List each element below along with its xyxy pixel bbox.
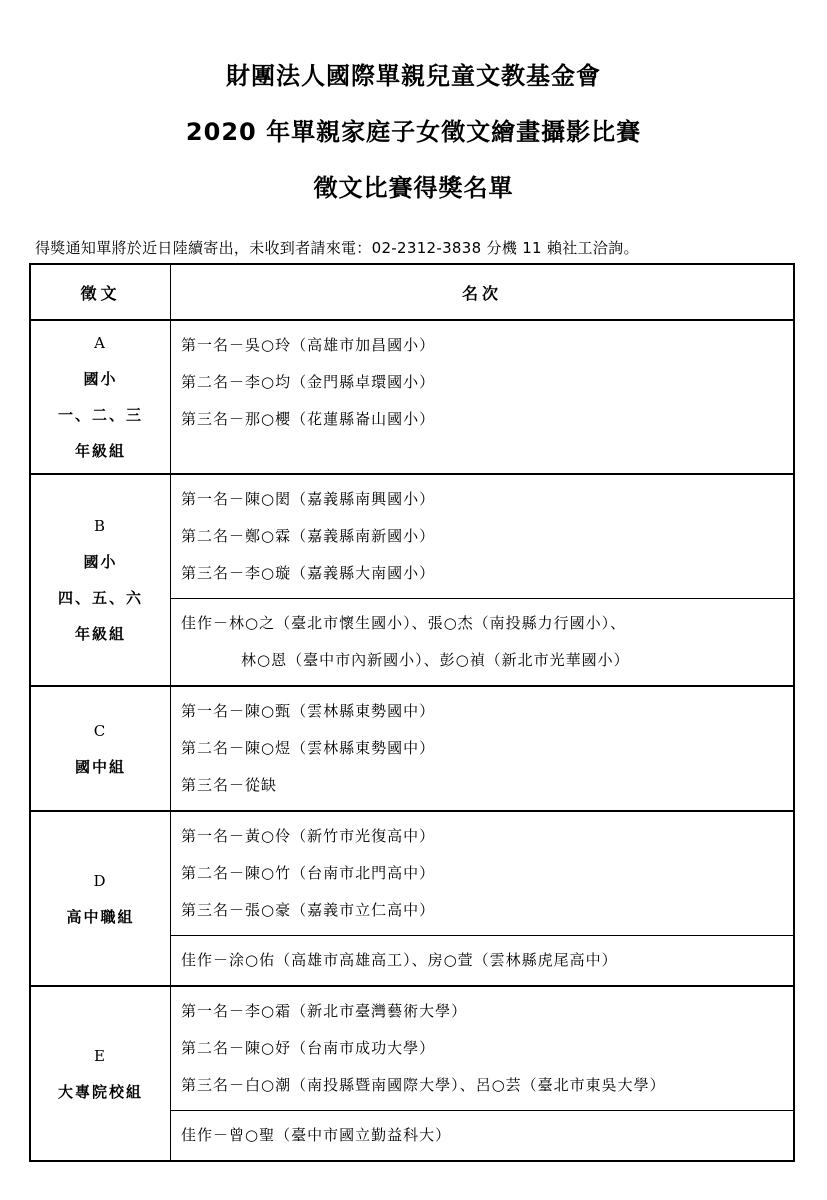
ranking-cell	[171, 474, 795, 599]
organization-title: 財團法人國際單親兒童文教基金會	[226, 62, 601, 90]
award-entry: 第二名－陳○竹（台南市北門高中）	[181, 864, 436, 882]
category-label: 一、二、三	[57, 406, 143, 424]
honorable-mention-entry: 佳作－林○之（臺北市懷生國小）、張○杰（南投縣力行國小）、	[181, 614, 627, 632]
category-cell	[30, 686, 171, 811]
award-entry: 第二名－鄭○霖（嘉義縣南新國小）	[181, 527, 436, 545]
category-cell	[30, 986, 171, 1161]
honorable-mention-cell	[171, 936, 795, 987]
table-row	[30, 320, 794, 474]
category-letter: D	[93, 871, 108, 890]
award-entry: 第一名－黃○伶（新竹市光復高中）	[181, 827, 436, 845]
table-header-row	[30, 264, 794, 320]
award-entry: 第三名－李○璇（嘉義縣大南國小）	[181, 564, 436, 582]
honorable-mention-cell	[171, 599, 795, 687]
event-title: 2020 年單親家庭子女徵文繪畫攝影比賽	[185, 118, 642, 146]
awards-body	[30, 320, 794, 1161]
honorable-mention-entry: 佳作－涂○佑（高雄市高雄高工）、房○萱（雲林縣虎尾高中）	[181, 951, 618, 969]
title-block	[0, 54, 827, 222]
category-label: 年級組	[74, 442, 126, 460]
category-label: 大專院校組	[57, 1082, 143, 1101]
category-cell	[30, 320, 171, 474]
award-entry: 第一名－陳○甄（雲林縣東勢國中）	[181, 702, 436, 720]
category-label: 高中職組	[66, 907, 135, 926]
ranking-cell	[171, 986, 795, 1111]
award-entry: 第三名－那○櫻（花蓮縣崙山國小）	[181, 410, 436, 428]
honorable-mention-cell	[171, 1111, 795, 1162]
category-letter: B	[93, 517, 108, 535]
list-title: 徵文比賽得獎名單	[313, 174, 514, 202]
awards-table	[29, 263, 795, 1162]
category-letter: E	[94, 1046, 107, 1065]
category-cell	[30, 474, 171, 686]
ranking-cell	[171, 811, 795, 936]
header-category: 徵文	[30, 264, 171, 320]
award-entry: 第三名－白○潮（南投縣暨南國際大學）、呂○芸（臺北市東吳大學）	[181, 1076, 666, 1094]
table-row	[30, 811, 794, 936]
award-entry: 第一名－陳○閎（嘉義縣南興國小）	[181, 490, 436, 508]
category-label: 年級組	[74, 625, 126, 643]
honorable-mention-entry: 林○恩（臺中市內新國小）、彭○禎（新北市光華國小）	[241, 651, 630, 669]
table-row	[30, 686, 794, 811]
category-label: 國小	[83, 553, 118, 571]
award-entry: 第三名－張○豪（嘉義市立仁高中）	[181, 901, 436, 919]
category-cell	[30, 811, 171, 986]
category-label: 四、五、六	[57, 589, 143, 607]
category-letter: A	[94, 334, 107, 352]
honorable-mention-entry: 佳作－曾○聖（臺中市國立勤益科大）	[181, 1126, 452, 1144]
award-entry: 第二名－陳○煜（雲林縣東勢國中）	[181, 739, 436, 757]
award-entry: 第一名－吳○玲（高雄市加昌國小）	[181, 336, 436, 354]
table-row	[30, 986, 794, 1111]
award-entry: 第三名－從缺	[181, 776, 278, 794]
ranking-cell	[171, 320, 795, 474]
award-entry: 第二名－李○均（金門縣卓環國小）	[181, 373, 436, 391]
notice-text: 得獎通知單將於近日陸續寄出，未收到者請來電：02-2312-3838 分機 11 賴社工洽詢。	[35, 239, 639, 257]
category-letter: C	[93, 721, 108, 740]
category-label: 國小	[83, 370, 118, 388]
category-label: 國中組	[74, 757, 126, 776]
table-row	[30, 474, 794, 599]
award-entry: 第二名－陳○妤（台南市成功大學）	[181, 1039, 436, 1057]
header-ranking: 名次	[171, 264, 795, 320]
ranking-cell	[171, 686, 795, 811]
award-entry: 第一名－李○霜（新北市臺灣藝術大學）	[181, 1002, 468, 1020]
